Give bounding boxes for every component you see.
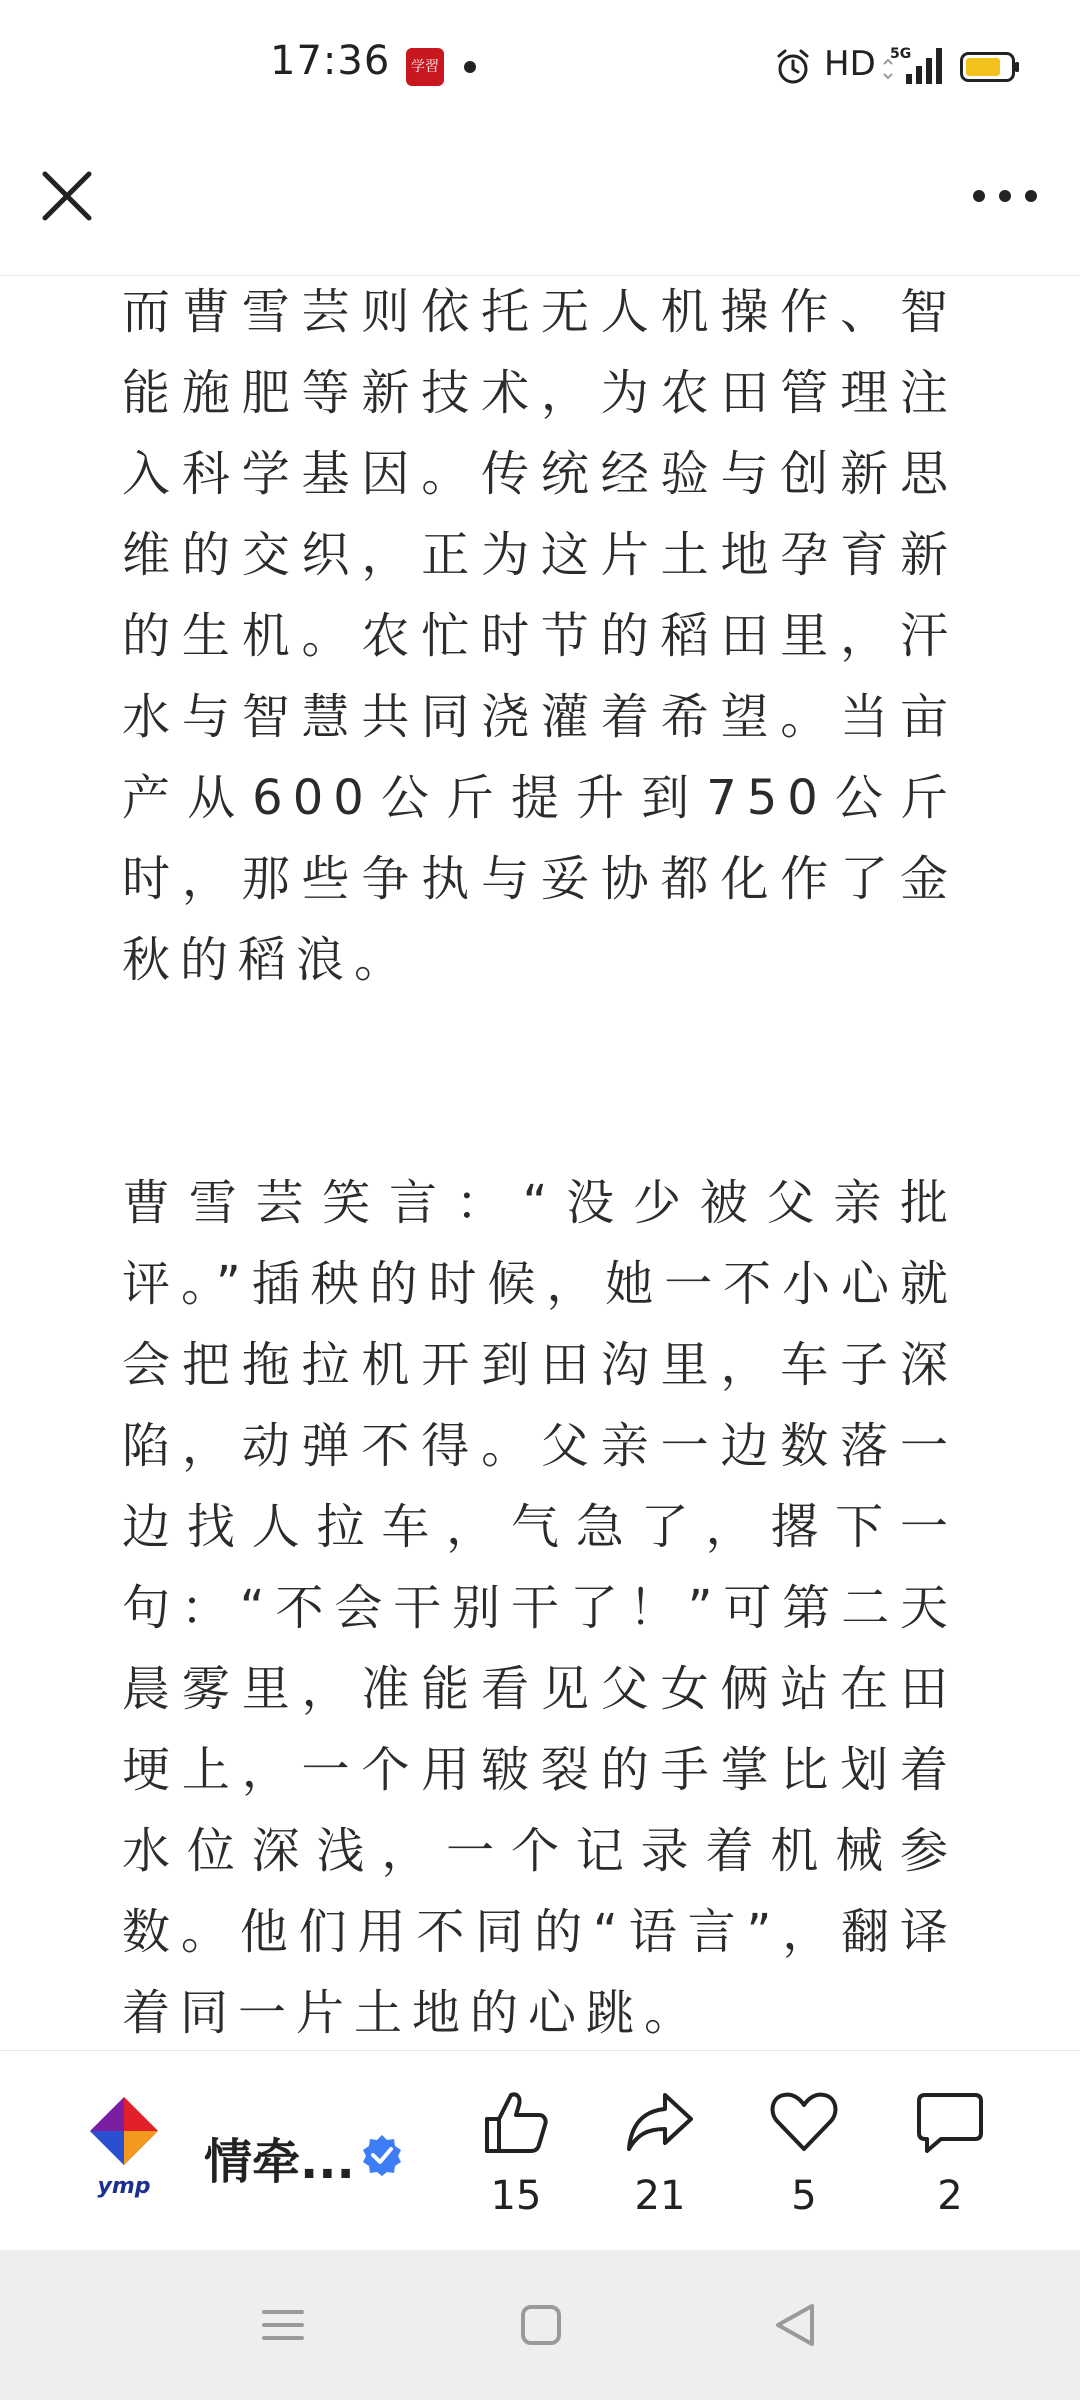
comment-icon [915, 2087, 985, 2157]
share-icon [625, 2087, 695, 2157]
signal-5g-icon [880, 44, 944, 86]
system-nav-bar [0, 2250, 1080, 2400]
notification-dot-icon [464, 61, 476, 73]
like-button[interactable] [456, 2087, 576, 2219]
author-avatar[interactable] [78, 2091, 170, 2201]
share-button[interactable] [600, 2087, 720, 2219]
verified-badge-icon [360, 2133, 404, 2177]
author-name[interactable]: 情牵... [204, 2134, 355, 2190]
top-bar [0, 135, 1080, 276]
favorite-count: 5 [791, 2173, 817, 2219]
author-action-bar [0, 2050, 1080, 2251]
heart-icon [769, 2087, 839, 2157]
svg-text:5G: 5G [890, 46, 912, 62]
article-paragraph: 曹雪芸笑言：“没少被父亲批评。”插秧的时候，她一不小心就会把拖拉机开到田沟里，车子深陷，动弹不得。父亲一边数落一边找人拉车，气急了，撂下一句：“不会干别干了！”可第二天晨雾里，准能看见父女俩站在田埂上，一个用皲裂的手掌比划着水位深浅，一个记录着机械参数。他们用不同的“语言”，翻译着同一片土地的心跳。 [122, 1175, 958, 2041]
status-bar [0, 0, 1080, 135]
more-icon[interactable] [970, 171, 1040, 221]
status-time: 17:36 [270, 38, 391, 84]
like-count: 15 [490, 2173, 542, 2219]
study-app-icon: 学習 [406, 48, 444, 86]
favorite-button[interactable] [744, 2087, 864, 2219]
comment-count: 2 [937, 2173, 963, 2219]
svg-text:ymp: ymp [97, 2174, 151, 2199]
article-body [122, 272, 958, 2054]
battery-icon [960, 52, 1020, 82]
square-home-icon[interactable] [516, 2300, 566, 2350]
hd-indicator: HD [824, 44, 876, 84]
close-icon[interactable] [36, 165, 98, 227]
comment-button[interactable] [890, 2087, 1010, 2219]
alarm-icon [774, 48, 812, 86]
menu-icon[interactable] [258, 2300, 308, 2350]
thumbs-up-icon [481, 2087, 551, 2157]
share-count: 21 [634, 2173, 686, 2219]
article-paragraph: 而曹雪芸则依托无人机操作、智能施肥等新技术，为农田管理注入科学基因。传统经验与创新思维的交织，正为这片土地孕育新的生机。农忙时节的稻田里，汗水与智慧共同浇灌着希望。当亩产从600公斤提升到750公斤时，那些争执与妥协都化作了金秋的稻浪。 [122, 284, 958, 988]
triangle-back-icon[interactable] [770, 2300, 820, 2350]
